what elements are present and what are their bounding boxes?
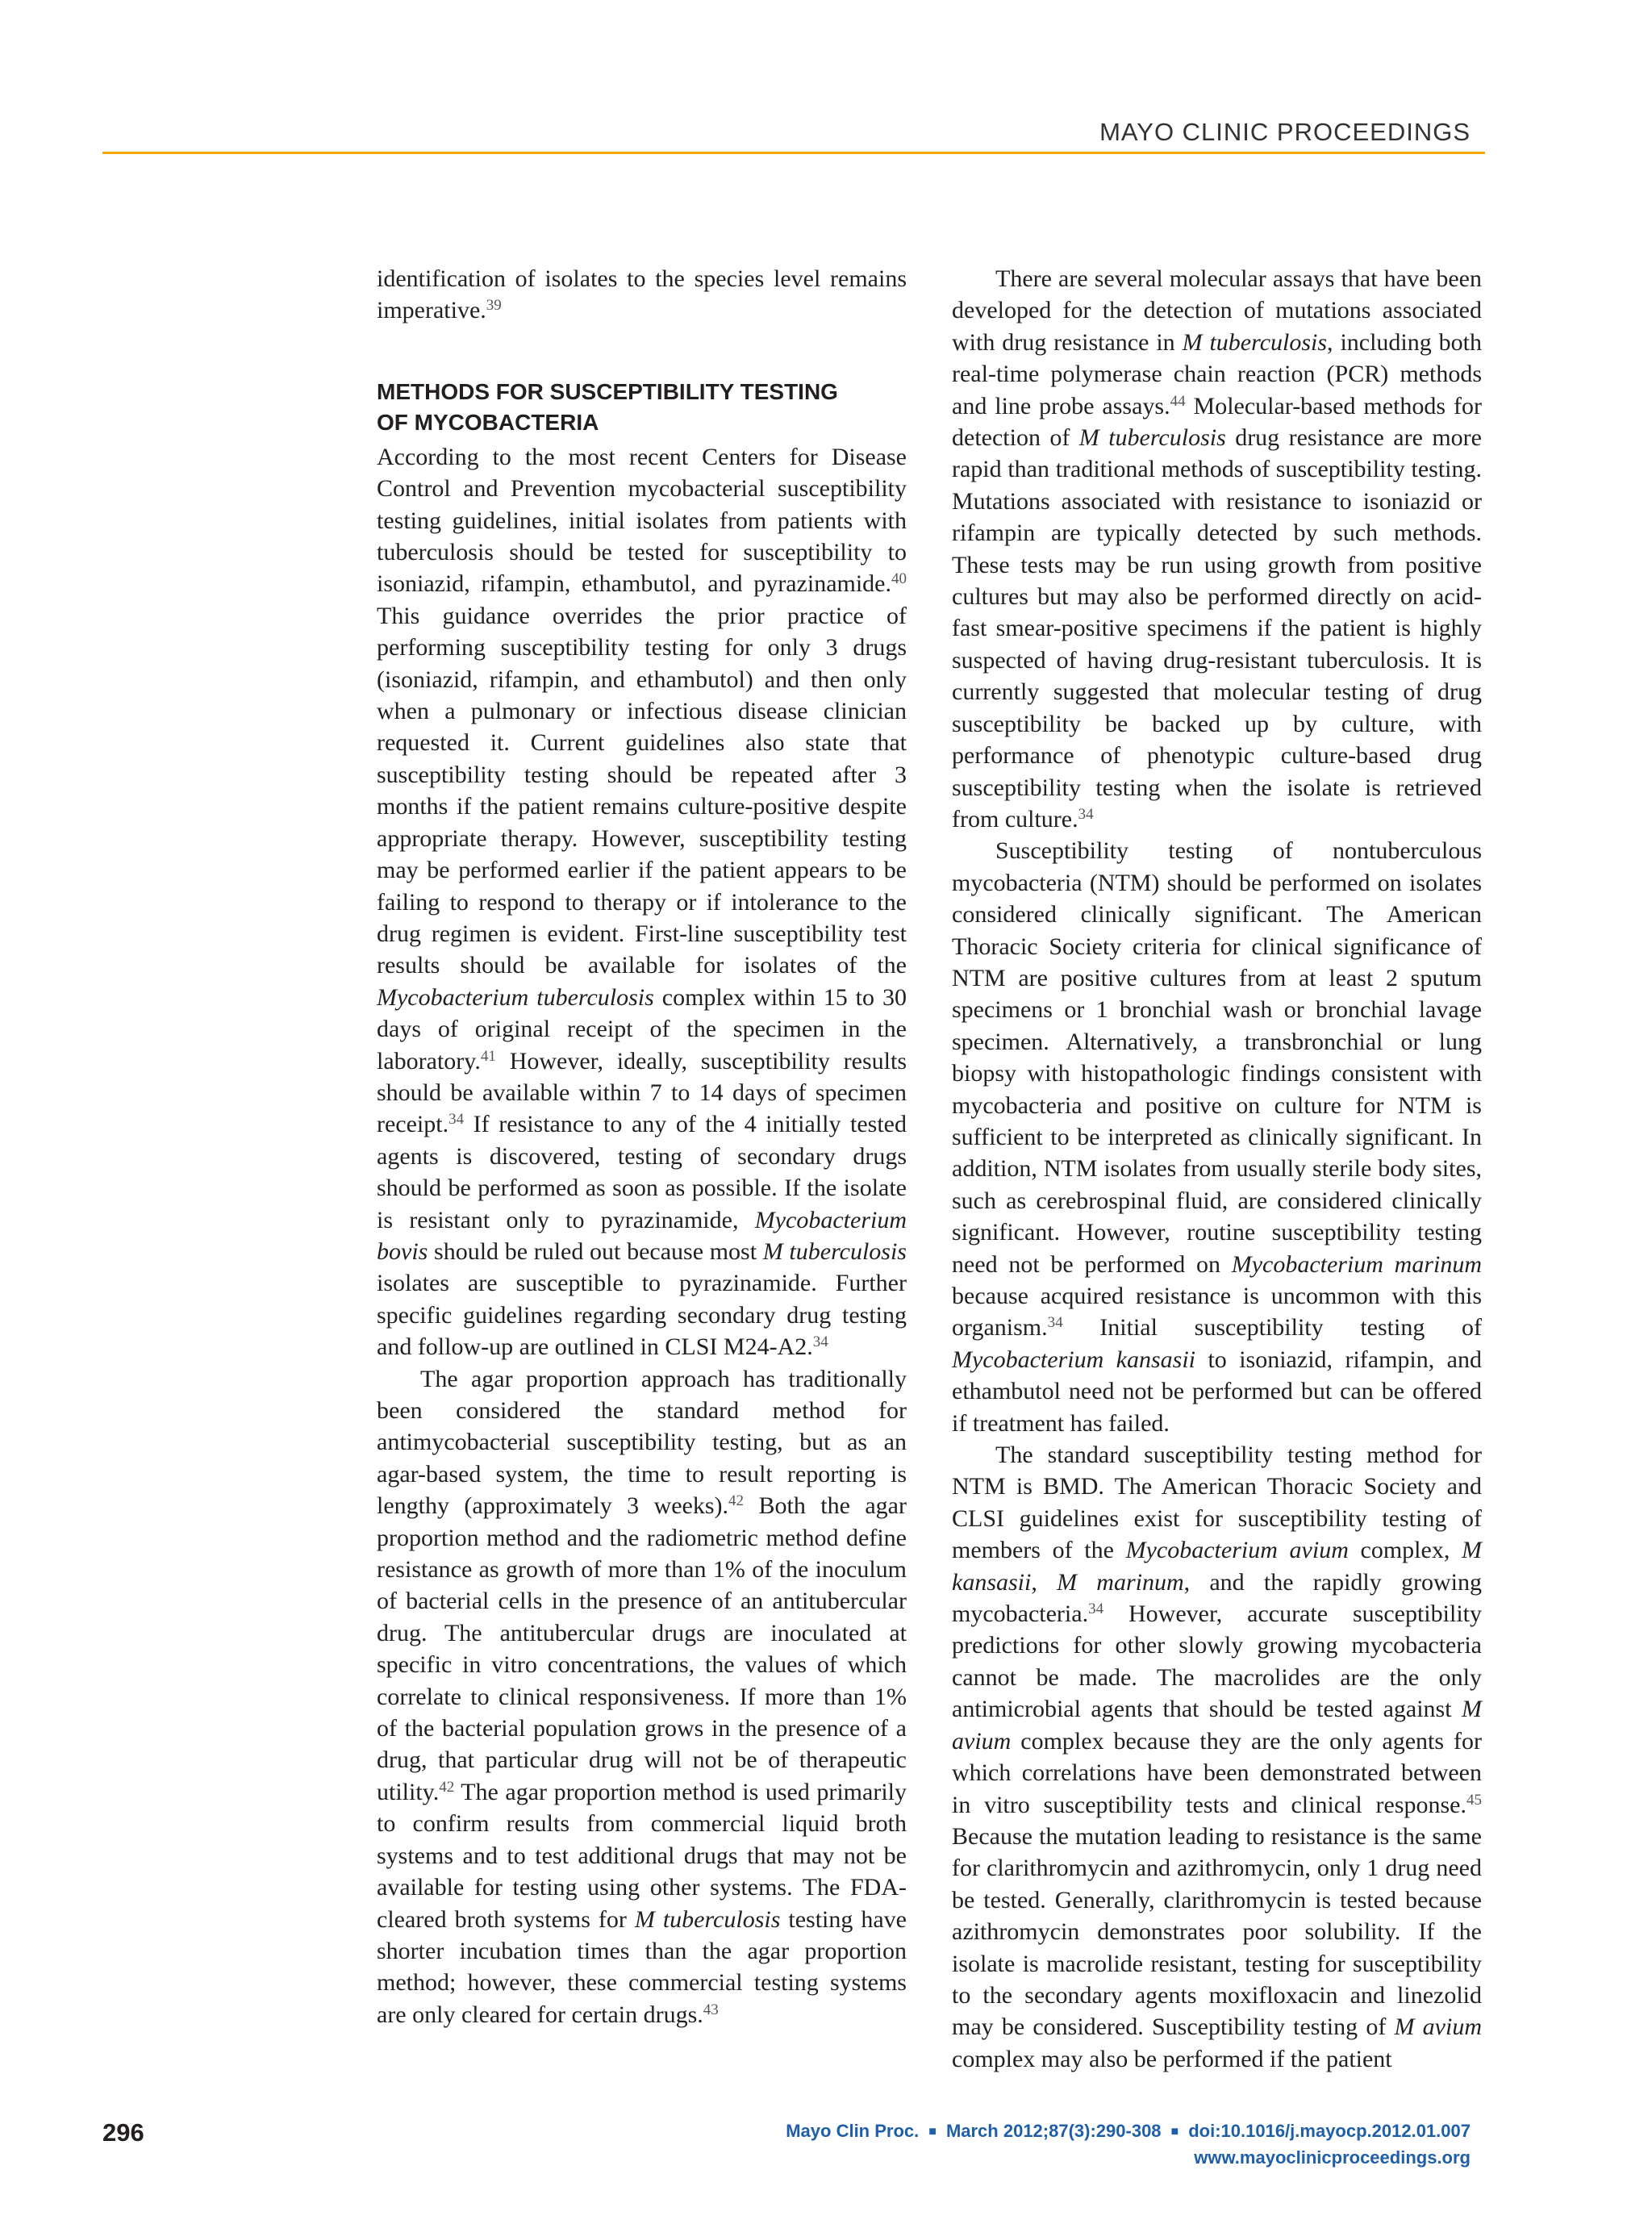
text-run: This guidance overrides the prior practice of performing susceptibility testing for only 3 drugs (isoniazid, rifampin, and ethambutol) and then only when a pulmonary or infectious disease clinician requested it. Current guidelines also state that susceptibility testing should be repeated after 3 months if the patient remains culture-positive despite appropriate therapy. However, susceptibility testing may be performed earlier if the patient appears to be failing to respond to therapy or if intolerance to the drug regimen is evident. First-line susceptibility test results should be available for isolates of the bbox=[377, 602, 907, 979]
italic-species-name: Mycobacterium kansasii bbox=[952, 1346, 1196, 1373]
italic-species-name: M tuberculosis bbox=[1078, 424, 1226, 452]
body-paragraph bbox=[377, 1363, 907, 2031]
italic-species-name: M tuberculosis bbox=[762, 1237, 907, 1265]
section-heading-line-2: OF MYCOBACTERIA bbox=[377, 409, 599, 435]
text-run: should be ruled out because most bbox=[428, 1237, 763, 1265]
reference-superscript[interactable]: 40 bbox=[891, 570, 907, 588]
reference-superscript[interactable]: 34 bbox=[448, 1111, 465, 1129]
text-run: Molecular-based methods for detection of bbox=[952, 392, 1482, 452]
text-run: to isoniazid, rifampin, and ethambutol need not be performed but can be offered if treatment has failed. bbox=[952, 1346, 1482, 1437]
text-run: The agar proportion approach has traditionally been considered the standard method for antimycobacterial susceptibility testing, but as an agar-based system, the time to result reporting is lengthy (approximately 3 weeks). bbox=[377, 1365, 907, 1520]
issue-info: March 2012;87(3):290-308 bbox=[945, 2121, 1162, 2141]
reference-superscript[interactable]: 42 bbox=[728, 1492, 745, 1510]
footer-citation bbox=[786, 2118, 1471, 2171]
italic-species-name: Mycobacterium bovis bbox=[377, 1206, 907, 1265]
italic-species-name: M tuberculosis bbox=[1182, 328, 1328, 356]
square-separator-icon: ■ bbox=[928, 2125, 937, 2139]
text-run: , and the rapidly growing mycobacteria. bbox=[952, 1568, 1482, 1628]
footer-citation-line bbox=[786, 2118, 1471, 2145]
text-run: Both the agar proportion method and the radiometric method define resistance as growth of more than 1% of the inoculum of bacterial cells in the presence of an antitubercular drug. The antitubercular drugs are inoculated at specific in vitro concentrations, the values of which correlate to clinical responsiveness. If more than 1% of the bacterial population grows in the presence of a drug, that particular drug will not be of therapeutic utility. bbox=[377, 1492, 907, 1805]
reference-superscript[interactable]: 39 bbox=[486, 297, 502, 315]
website-link[interactable]: www.mayoclinicproceedings.org bbox=[1194, 2147, 1471, 2168]
text-run: Because the mutation leading to resistance is the same for clarithromycin and azithromycin, only 1 drug need be tested. Generally, clarithromycin is tested because azithromycin demonstrates poor solubility. If the isolate is macrolide resistant, testing for susceptibility to the secondary agents moxifloxacin and linezolid may be considered. Susceptibility testing of bbox=[952, 1822, 1482, 2041]
text-run: Initial susceptibility testing of bbox=[1062, 1314, 1482, 1342]
text-run: , bbox=[1031, 1568, 1058, 1596]
reference-superscript[interactable]: 34 bbox=[1047, 1314, 1063, 1332]
reference-superscript[interactable]: 34 bbox=[1078, 805, 1094, 823]
text-run: complex may also be performed if the patient bbox=[952, 2045, 1392, 2072]
text-run: complex within 15 to 30 days of original receipt of the specimen in the laboratory. bbox=[377, 983, 907, 1075]
text-run: drug resistance are more rapid than traditional methods of susceptibility testing. Mutations associated with resistance to isoniazid or rifampin are typically detected by such methods. These tests may be run using growth from positive cultures but may also be performed directly on acid-fast smear-positive specimens if the patient is highly suspected of having drug-resistant tuberculosis. It is currently suggested that molecular testing of drug susceptibility be backed up by culture, with performance of phenotypic culture-based drug susceptibility testing when the isolate is retrieved from culture. bbox=[952, 424, 1482, 832]
running-head-journal-title: MAYO CLINIC PROCEEDINGS bbox=[1099, 118, 1471, 146]
italic-species-name: M avium bbox=[952, 1696, 1482, 1755]
text-run: Susceptibility testing of nontuberculous mycobacteria (NTM) should be performed on isolates considered clinically significant. The American Thoracic Society criteria for clinical significance of NTM are positive cultures from at least 2 sputum specimens or 1 bronchial wash or bronchial lavage specimen. Alternatively, a transbronchial or lung biopsy with histopathologic findings consistent with mycobacteria and positive on culture for NTM is sufficient to be interpreted as clinically significant. In addition, NTM isolates from usually sterile body sites, such as cerebrospinal fluid, are considered clinically significant. However, routine susceptibility testing need not be performed on bbox=[952, 837, 1482, 1278]
body-paragraph bbox=[952, 263, 1482, 835]
text-run: isolates are susceptible to pyrazinamide. Further specific guidelines regarding secondary drug testing and follow-up are outlined in CLSI M24-A2. bbox=[377, 1270, 907, 1361]
text-run: , including both real-time polymerase chain reaction (PCR) methods and line probe assays. bbox=[952, 328, 1483, 419]
text-run: If resistance to any of the 4 initially tested agents is discovered, testing of secondary drugs should be performed as soon as possible. If the isolate is resistant only to pyrazinamide, bbox=[377, 1111, 907, 1233]
text-run: The standard susceptibility testing method for NTM is BMD. The American Thoracic Society and CLSI guidelines exist for susceptibility testing of members of the bbox=[952, 1442, 1482, 1564]
body-paragraph bbox=[952, 835, 1482, 1439]
text-run: because acquired resistance is uncommon with this organism. bbox=[952, 1283, 1482, 1342]
text-run: identification of isolates to the species level remains imperative. bbox=[377, 265, 907, 324]
text-run: However, accurate susceptibility predictions for other slowly growing mycobacteria cannot be made. The macrolides are the only antimicrobial agents that should be tested against bbox=[952, 1600, 1482, 1723]
journal-abbreviation: Mayo Clin Proc. bbox=[786, 2121, 920, 2141]
text-run: However, ideally, susceptibility results should be available within 7 to 14 days of specimen receipt. bbox=[377, 1047, 907, 1138]
section-heading bbox=[377, 377, 907, 438]
text-run: According to the most recent Centers for Disease Control and Prevention mycobacterial susceptibility testing guidelines, initial isolates from patients with tuberculosis should be tested for susceptibility to isoniazid, rifampin, ethambutol, and pyrazinamide. bbox=[377, 443, 907, 598]
continuation-paragraph bbox=[377, 263, 907, 327]
reference-superscript[interactable]: 44 bbox=[1170, 392, 1186, 410]
body-paragraph bbox=[952, 1439, 1482, 2075]
text-run: The agar proportion method is used primarily to confirm results from commercial liquid broth systems and to test additional drugs that may not be available for testing using other systems. The FDA-cleared broth systems for bbox=[377, 1778, 907, 1933]
reference-superscript[interactable]: 41 bbox=[480, 1047, 496, 1065]
italic-species-name: Mycobacterium tuberculosis bbox=[377, 983, 654, 1011]
reference-superscript[interactable]: 45 bbox=[1466, 1791, 1482, 1809]
page-number: 296 bbox=[102, 2118, 144, 2147]
square-separator-icon: ■ bbox=[1170, 2125, 1179, 2139]
reference-superscript[interactable]: 42 bbox=[439, 1778, 455, 1796]
header-rule bbox=[102, 152, 1485, 154]
italic-species-name: M kansasii bbox=[952, 1537, 1482, 1596]
italic-species-name: Mycobacterium avium bbox=[1125, 1537, 1349, 1564]
text-run: complex because they are the only agents for which correlations have been demonstrated between in vitro susceptibility tests and clinical response. bbox=[952, 1727, 1482, 1818]
text-run: complex, bbox=[1348, 1537, 1462, 1564]
reference-superscript[interactable]: 34 bbox=[812, 1333, 828, 1351]
body-paragraph bbox=[377, 441, 907, 1363]
italic-species-name: Mycobacterium marinum bbox=[1231, 1250, 1482, 1278]
left-column bbox=[377, 263, 907, 2030]
reference-superscript[interactable]: 34 bbox=[1088, 1600, 1104, 1618]
right-column bbox=[952, 263, 1482, 2075]
doi-link[interactable]: doi:10.1016/j.mayocp.2012.01.007 bbox=[1188, 2121, 1471, 2141]
italic-species-name: M marinum bbox=[1057, 1568, 1184, 1596]
section-heading-line-1: METHODS FOR SUSCEPTIBILITY TESTING bbox=[377, 378, 838, 404]
text-run: testing have shorter incubation times than the agar proportion method; however, these commercial testing systems are only cleared for certain drugs. bbox=[377, 1905, 907, 2028]
reference-superscript[interactable]: 43 bbox=[703, 2001, 719, 2018]
italic-species-name: M tuberculosis bbox=[634, 1905, 781, 1933]
italic-species-name: M avium bbox=[1394, 2013, 1482, 2041]
text-run: There are several molecular assays that have been developed for the detection of mutations associated with drug resistance in bbox=[952, 265, 1482, 356]
